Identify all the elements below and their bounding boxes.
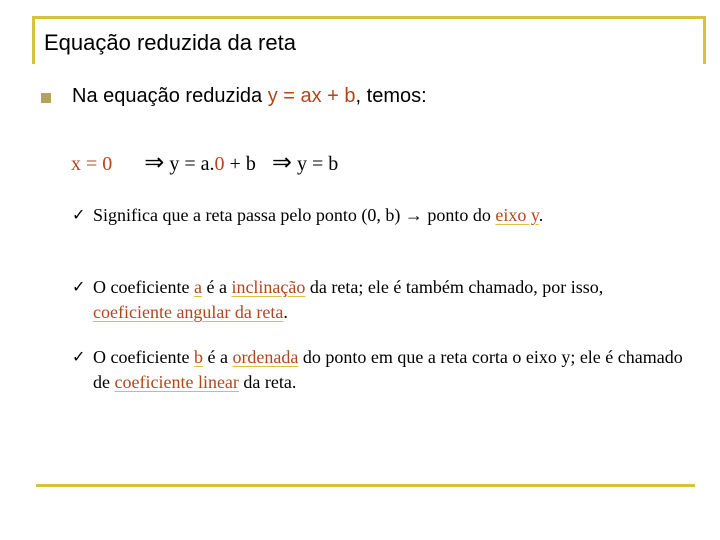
- slide-title: Equação reduzida da reta: [44, 30, 296, 55]
- checkmark-icon: ✓: [72, 277, 86, 296]
- item-text: .: [538, 205, 544, 225]
- item-highlight: coeficiente linear: [114, 372, 239, 392]
- frame-right-line: [703, 16, 706, 64]
- bullet-equation: y = ax + b: [267, 85, 356, 107]
- item-highlight: ordenada: [232, 347, 299, 367]
- item-text: da reta.: [238, 372, 297, 392]
- formula-y-a: y = a.: [169, 153, 215, 175]
- item-text: da reta; ele é também chamado, por isso,: [305, 277, 604, 297]
- checkmark-icon: ✓: [72, 205, 86, 224]
- square-bullet-icon: [41, 93, 51, 103]
- formula-y-b: y = b: [296, 153, 339, 175]
- item-text: é a: [202, 347, 233, 367]
- frame-top-line: [33, 16, 706, 19]
- item-highlight: coeficiente angular da reta: [93, 302, 284, 322]
- item-text: .: [283, 302, 288, 322]
- item-highlight: eixo y: [495, 205, 539, 225]
- list-item: [93, 203, 683, 228]
- item-highlight: b: [193, 347, 203, 367]
- formula-zero: 0: [214, 153, 225, 175]
- bullet-prefix: Na equação reduzida: [72, 85, 268, 107]
- implies-arrow-icon: ⇒: [271, 150, 292, 176]
- item-text: O coeficiente: [93, 347, 194, 367]
- item-text: O coeficiente: [93, 277, 194, 297]
- item-text: é a: [201, 277, 232, 297]
- list-item: [93, 275, 683, 325]
- item-text: Significa que a reta passa pelo ponto (0, b) → ponto do: [93, 205, 496, 225]
- item-text: do ponto em que a reta corta o eixo y; ele é chamado de: [93, 347, 683, 392]
- frame-left-line: [32, 16, 35, 64]
- formula-plus-b: + b: [224, 153, 256, 175]
- list-item: [93, 345, 683, 395]
- frame-bottom-line: [36, 484, 695, 487]
- item-highlight: inclinação: [231, 277, 306, 297]
- item-highlight: a: [193, 277, 202, 297]
- implies-arrow-icon: ⇒: [144, 150, 165, 176]
- bullet-text: [72, 85, 427, 108]
- bullet-suffix: , temos:: [355, 85, 427, 107]
- formula-line: [71, 148, 338, 177]
- formula-x-zero: x = 0: [71, 153, 113, 175]
- checkmark-icon: ✓: [72, 347, 86, 366]
